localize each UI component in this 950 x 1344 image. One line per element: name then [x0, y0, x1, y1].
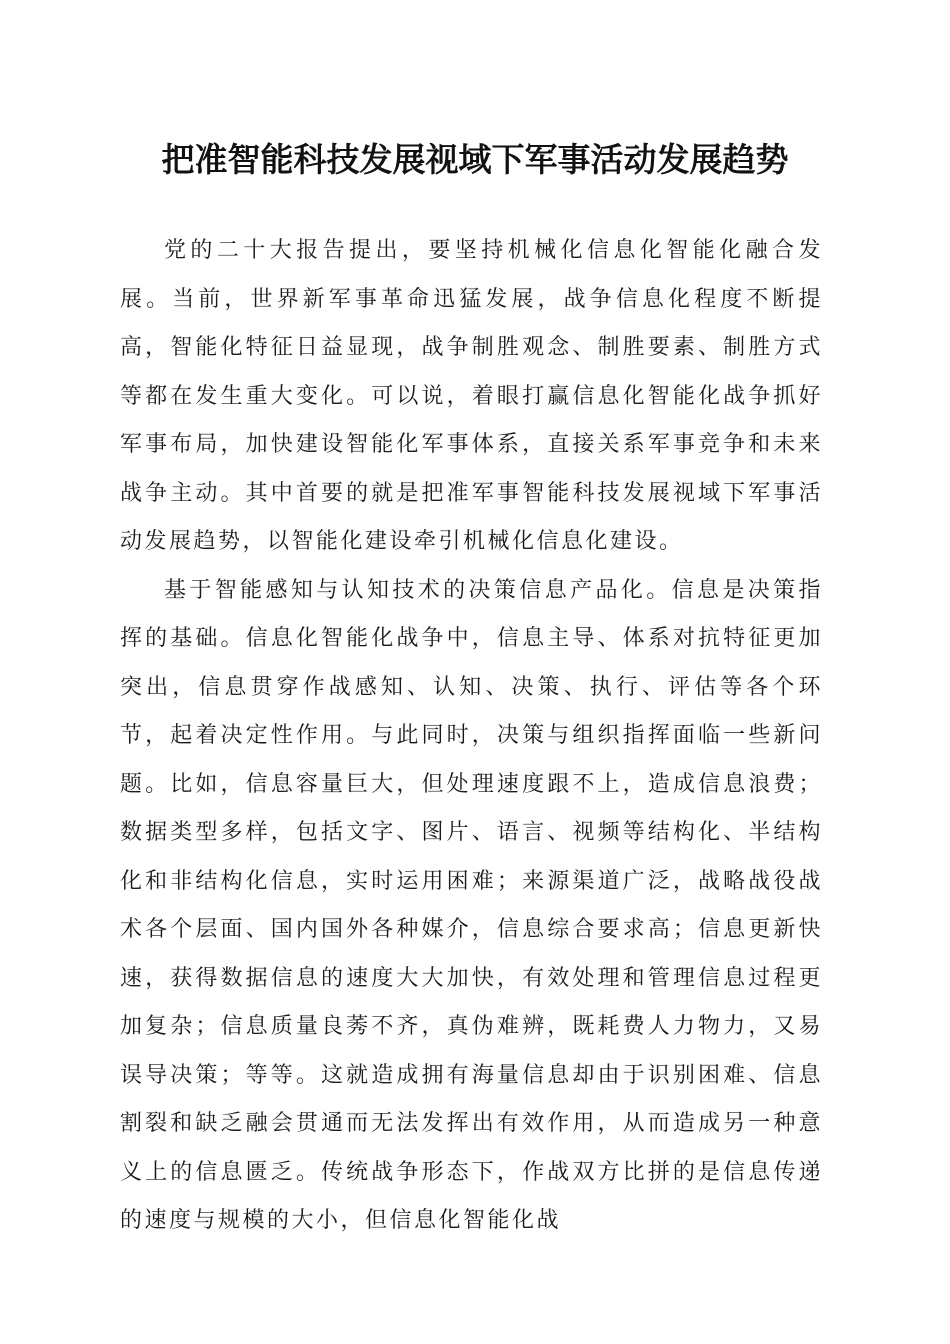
document-title: 把准智能科技发展视域下军事活动发展趋势	[161, 140, 789, 179]
document-body	[120, 227, 823, 1246]
paragraph: 党的二十大报告提出，要坚持机械化信息化智能化融合发展。当前，世界新军事革命迅猛发展，战争信息化程度不断提高，智能化特征日益显现，战争制胜观念、制胜要素、制胜方式等都在发生重大变化。可以说，着眼打赢信息化智能化战争抓好军事布局，加快建设智能化军事体系，直接关系军事竞争和未来战争主动。其中首要的就是把准军事智能科技发展视域下军事活动发展趋势，以智能化建设牵引机械化信息化建设。	[120, 238, 823, 554]
paragraph: 基于智能感知与认知技术的决策信息产品化。信息是决策指挥的基础。信息化智能化战争中，信息主导、体系对抗特征更加突出，信息贯穿作战感知、认知、决策、执行、评估等各个环节，起着决定性作用。与此同时，决策与组织指挥面临一些新问题。比如，信息容量巨大，但处理速度跟不上，造成信息浪费；数据类型多样，包括文字、图片、语言、视频等结构化、半结构化和非结构化信息，实时运用困难；来源渠道广泛，战略战役战术各个层面、国内国外各种媒介，信息综合要求高；信息更新快速，获得数据信息的速度大大加快，有效处理和管理信息过程更加复杂；信息质量良莠不齐，真伪难辨，既耗费人力物力，又易误导决策；等等。这就造成拥有海量信息却由于识别困难、信息割裂和缺乏融会贯通而无法发挥出有效作用，从而造成另一种意义上的信息匮乏。传统战争形态下，作战双方比拼的是信息传递的速度与规模的大小，但信息化智能化战	[120, 577, 823, 1233]
